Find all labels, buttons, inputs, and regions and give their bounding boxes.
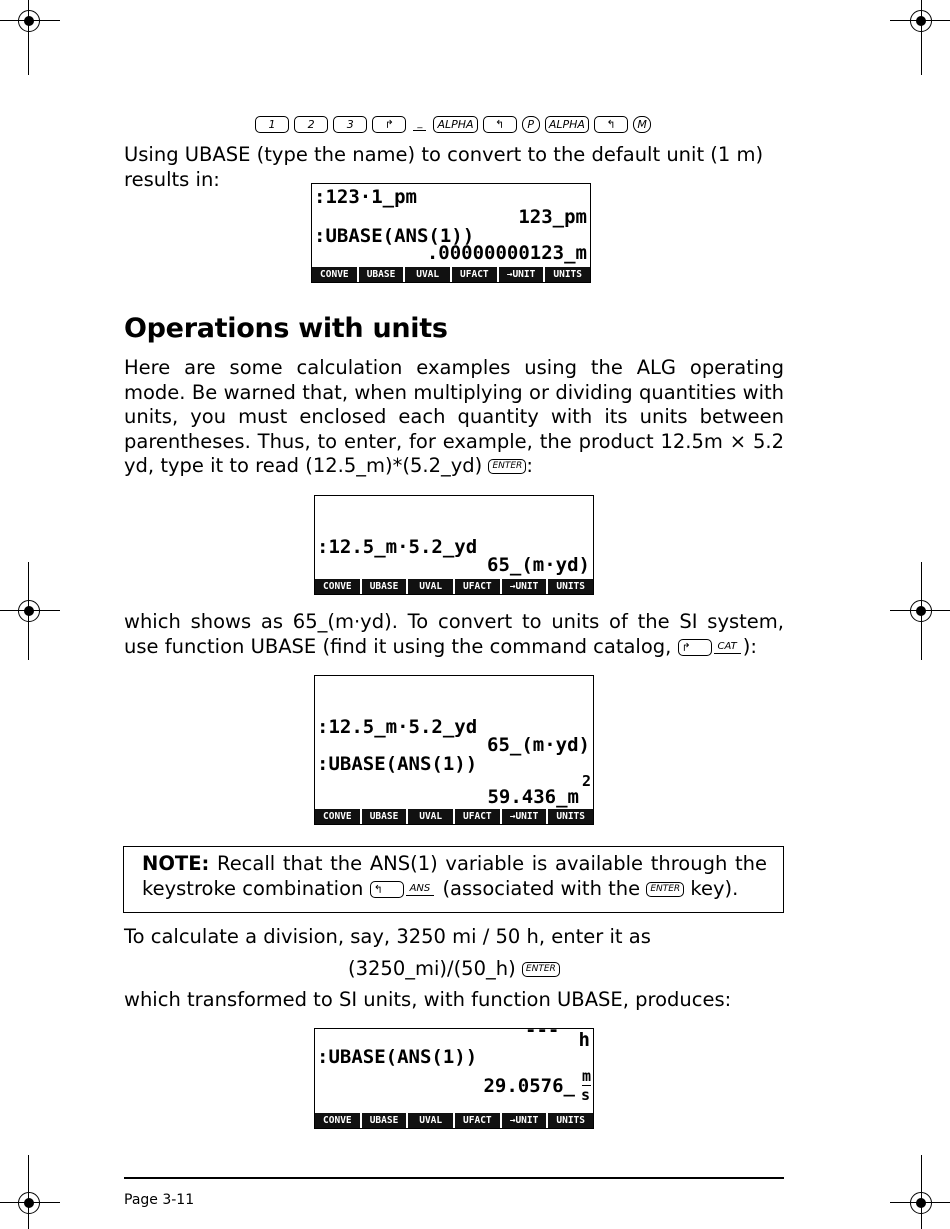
screen-line: 59.436_m bbox=[487, 786, 579, 808]
alpha-key: ALPHA bbox=[433, 116, 477, 133]
menu-key-ubase: UBASE bbox=[362, 809, 407, 824]
paragraph-text: Here are some calculation examples using the ALG operating mode. Be warned that, when multiplying or dividing quantities with units, you must enclosed each quantity with its units between parentheses. Thus, to enter, for example, the product 12.5m × 5.2 yd, type it to read (12.5_m)*(5.2_yd) bbox=[124, 356, 784, 477]
right-shift-key-icon: ↱ bbox=[372, 116, 406, 133]
screen-line: .00000000123_m bbox=[426, 242, 587, 264]
menu-key-uval: UVAL bbox=[408, 1113, 453, 1128]
footer-rule bbox=[124, 1177, 784, 1179]
menu-key-ufact: UFACT bbox=[455, 809, 500, 824]
paragraph-operations bbox=[124, 356, 784, 479]
right-shift-key-icon: ↱ bbox=[678, 639, 712, 656]
menu-key-ubase: UBASE bbox=[362, 1113, 407, 1128]
paragraph-text: which shows as 65_(m·yd). To convert to units of the SI system, use function UBASE (find it using the command catalog, bbox=[124, 610, 784, 658]
left-shift-key-icon: ↰ bbox=[483, 116, 517, 133]
soft-menu-bar bbox=[315, 1113, 593, 1128]
screen-line: :12.5_m·5.2_yd bbox=[317, 716, 478, 738]
menu-key-uval: UVAL bbox=[405, 267, 450, 282]
menu-key-units: UNITS bbox=[548, 1113, 593, 1128]
page-number: Page 3-11 bbox=[124, 1192, 195, 1208]
registration-mark-icon bbox=[18, 600, 40, 622]
screen-line: 123_pm bbox=[518, 206, 587, 228]
fraction-numerator: m bbox=[581, 1067, 591, 1085]
screen-line: :12.5_m·5.2_yd bbox=[317, 536, 478, 558]
screen-line: :123·1_pm bbox=[314, 186, 417, 208]
registration-mark-icon bbox=[910, 600, 932, 622]
paragraph-ubase bbox=[124, 610, 784, 659]
cat-label: CAT bbox=[714, 641, 741, 654]
menu-key-conve: CONVE bbox=[312, 267, 357, 282]
note-box bbox=[123, 846, 784, 913]
screen-line: h bbox=[578, 1029, 590, 1051]
note-label: NOTE: bbox=[142, 852, 210, 875]
section-heading: Operations with units bbox=[124, 313, 448, 344]
underscore-label: _ bbox=[413, 118, 426, 131]
paragraph-division: To calculate a division, say, 3250 mi / 50 h, enter it as bbox=[124, 925, 651, 948]
registration-mark-icon bbox=[910, 10, 932, 32]
menu-key-tounit: →UNIT bbox=[502, 1113, 547, 1128]
menu-key-conve: CONVE bbox=[315, 1113, 360, 1128]
registration-mark-icon bbox=[18, 10, 40, 32]
soft-menu-bar bbox=[315, 809, 593, 824]
keystroke-sequence bbox=[255, 114, 651, 133]
menu-key-uval: UVAL bbox=[408, 809, 453, 824]
screen-line: 65_(m·yd) bbox=[487, 734, 590, 756]
note-text: (associated with the bbox=[442, 876, 641, 900]
enter-key: ENTER bbox=[646, 882, 684, 897]
calculator-screen-4 bbox=[314, 1028, 594, 1129]
exponent: 2 bbox=[581, 772, 591, 790]
soft-menu-bar bbox=[312, 267, 590, 282]
soft-menu-bar bbox=[315, 579, 593, 594]
note-text: Recall that the ANS(1) variable is available through the keystroke combination bbox=[142, 852, 767, 900]
paragraph-transformed: which transformed to SI units, with function UBASE, produces: bbox=[124, 988, 732, 1011]
division-expression bbox=[348, 957, 560, 980]
menu-key-conve: CONVE bbox=[315, 809, 360, 824]
key-p: P bbox=[522, 116, 540, 133]
menu-key-tounit: →UNIT bbox=[502, 809, 547, 824]
fraction-denominator: s bbox=[580, 1086, 590, 1104]
screen-line: :UBASE(ANS(1)) bbox=[314, 225, 475, 247]
menu-key-ubase: UBASE bbox=[362, 579, 407, 594]
menu-key-conve: CONVE bbox=[315, 579, 360, 594]
menu-key-units: UNITS bbox=[548, 579, 593, 594]
intro-paragraph: Using UBASE (type the name) to convert to the default unit (1 m) results in: bbox=[124, 143, 764, 191]
screen-line: 65_(m·yd) bbox=[487, 554, 590, 576]
screen-line: :UBASE(ANS(1)) bbox=[317, 1046, 478, 1068]
left-shift-key-icon: ↰ bbox=[594, 116, 628, 133]
menu-key-units: UNITS bbox=[548, 809, 593, 824]
menu-key-ubase: UBASE bbox=[359, 267, 404, 282]
key-m: M bbox=[633, 116, 651, 133]
menu-key-ufact: UFACT bbox=[452, 267, 497, 282]
ans-label: ANS bbox=[406, 883, 435, 896]
key-1: 1 bbox=[255, 116, 289, 133]
calculator-screen-1 bbox=[311, 183, 591, 283]
key-2: 2 bbox=[294, 116, 328, 133]
menu-key-ufact: UFACT bbox=[455, 579, 500, 594]
menu-key-tounit: →UNIT bbox=[499, 267, 544, 282]
menu-key-tounit: →UNIT bbox=[502, 579, 547, 594]
calculator-screen-3 bbox=[314, 675, 594, 825]
alpha-key: ALPHA bbox=[545, 116, 589, 133]
left-shift-key-icon: ↰ bbox=[370, 881, 404, 898]
expression-text: (3250_mi)/(50_h) bbox=[348, 957, 516, 980]
menu-key-ufact: UFACT bbox=[455, 1113, 500, 1128]
paren-text: ): bbox=[742, 634, 757, 658]
screen-line: :UBASE(ANS(1)) bbox=[317, 753, 478, 775]
menu-key-units: UNITS bbox=[545, 267, 590, 282]
menu-key-uval: UVAL bbox=[408, 579, 453, 594]
registration-mark-icon bbox=[910, 1192, 932, 1214]
screen-line: --- bbox=[525, 1028, 560, 1041]
key-3: 3 bbox=[333, 116, 367, 133]
screen-line: 29.0576_ bbox=[483, 1075, 575, 1097]
registration-mark-icon bbox=[18, 1192, 40, 1214]
enter-key: ENTER bbox=[488, 459, 526, 474]
note-text: key). bbox=[690, 876, 739, 900]
colon-text: : bbox=[526, 454, 533, 477]
calculator-screen-2 bbox=[314, 495, 594, 595]
enter-key: ENTER bbox=[522, 962, 560, 977]
